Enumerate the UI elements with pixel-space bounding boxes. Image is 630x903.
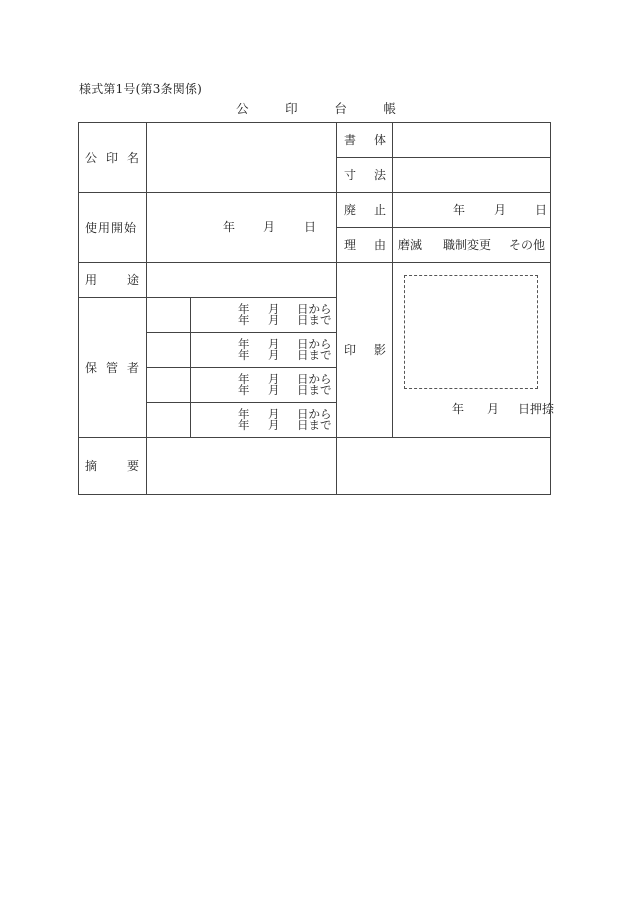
year-char: 年 [453,203,466,217]
start-date-field[interactable] [147,193,336,262]
custodian-name-field[interactable] [147,403,190,437]
custodian-name-field[interactable] [147,333,190,367]
custodian-period[interactable]: 年 月 日から 年 月 日まで [238,337,332,362]
impression-date[interactable]: 年 月 日押捺 [452,402,555,416]
title-char: 帳 [383,101,396,116]
reason-option-wear[interactable]: 磨滅 [398,238,423,252]
abolition-label: 廃 止 [344,203,386,217]
reason-label: 理 由 [344,238,386,252]
dimensions-label: 寸 法 [344,168,386,182]
dimensions-field[interactable] [393,158,550,192]
remarks-extra-field[interactable] [337,438,550,494]
abolition-date-field[interactable] [393,193,550,227]
month-char: 月 [263,220,276,234]
remarks-label: 摘 要 [85,459,139,473]
purpose-label: 用 途 [85,273,139,287]
typeface-field[interactable] [393,123,550,157]
seal-name-label: 公 印 名 [85,151,139,165]
custodian-period[interactable]: 年 月 日から 年 月 日まで [238,372,332,397]
seal-impression-label: 印 影 [344,343,386,357]
custodian-name-field[interactable] [147,368,190,402]
purpose-field[interactable] [147,263,336,297]
page-title [236,99,396,117]
form-number: 様式第1号(第3条関係) [79,82,203,96]
seal-impression-box[interactable] [404,275,538,389]
reason-option-reorganization[interactable]: 職制変更 [443,238,492,252]
typeface-label: 書 体 [344,133,386,147]
reason-option-other[interactable]: その他 [509,238,546,252]
title-char: 公 [236,101,249,116]
custodian-label: 保 管 者 [85,361,139,375]
start-of-use-label: 使用開始 [85,221,138,235]
year-char: 年 [223,220,236,234]
title-char: 台 [334,101,347,116]
remarks-field[interactable] [147,438,336,494]
day-char: 日 [304,220,317,234]
title-char: 印 [285,101,298,116]
custodian-period[interactable]: 年 月 日から 年 月 日まで [238,302,332,327]
month-char: 月 [494,203,507,217]
seal-name-field[interactable] [147,123,336,192]
custodian-period[interactable]: 年 月 日から 年 月 日まで [238,407,332,432]
custodian-name-field[interactable] [147,298,190,332]
day-char: 日 [535,203,548,217]
